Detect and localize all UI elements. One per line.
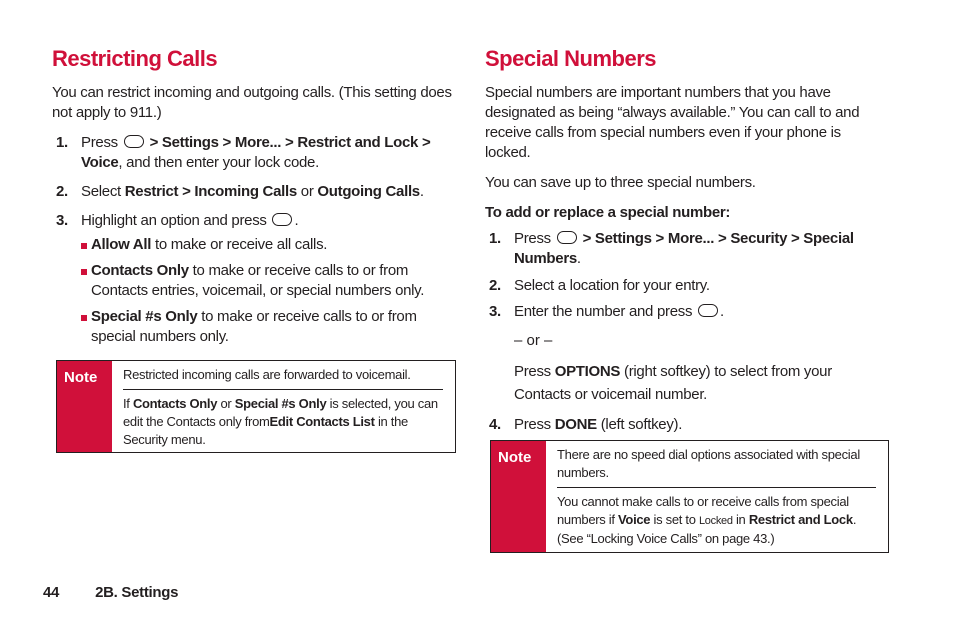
note-text: If <box>123 396 133 411</box>
or-divider: – or – <box>514 332 553 349</box>
step-2 <box>485 276 888 296</box>
note-text: is set to <box>650 512 699 527</box>
option-contacts-only <box>81 261 456 301</box>
step-text: Select <box>81 183 125 200</box>
step-text: Enter the number and press <box>514 303 693 320</box>
special-steps <box>485 229 888 322</box>
right-column <box>485 44 888 444</box>
ok-key-icon <box>698 304 718 317</box>
step-text: Select a location for your entry. <box>514 277 710 294</box>
restricting-intro: You can restrict incoming and outgoing calls. (This setting does not apply to 911.) <box>52 84 452 121</box>
note-box-special <box>490 440 889 553</box>
option-desc: to make or receive calls to or from Contacts entries, voicemail, or special numbers only. <box>91 262 425 299</box>
step-text: . <box>576 250 581 267</box>
step-text: . <box>294 212 299 229</box>
note-bold: Edit Contacts List <box>269 414 375 429</box>
option-allow-all <box>81 235 456 255</box>
note-divider <box>123 389 443 390</box>
step-text: Press <box>514 416 555 433</box>
section-title-restricting-calls: Restricting Calls <box>52 46 218 71</box>
step-3 <box>52 211 456 347</box>
note-bold: Special #s Only <box>234 396 327 411</box>
section-title-special-numbers: Special Numbers <box>485 46 657 71</box>
step-number: 2. <box>489 277 501 294</box>
step-4 <box>485 415 888 435</box>
note-box-restricting <box>56 360 456 453</box>
special-subhead: To add or replace a special number: <box>485 204 731 221</box>
note-line-2 <box>123 395 443 449</box>
step-text: Press <box>514 230 551 247</box>
option-name: Contacts Only <box>91 262 189 279</box>
press-options-text <box>514 360 888 406</box>
step-number: 3. <box>56 212 68 229</box>
ok-key-icon <box>272 213 292 226</box>
note-bold: Contacts Only <box>132 396 218 411</box>
note-line-1: There are no speed dial options associated with special numbers. <box>557 447 860 480</box>
step-text: , and then enter your lock code. <box>118 154 319 171</box>
bullet-square-icon <box>81 269 87 275</box>
restricting-steps <box>52 133 456 347</box>
step-number: 2. <box>56 183 68 200</box>
special-intro-2: You can save up to three special numbers. <box>485 174 756 191</box>
option-desc: to make or receive calls to or from special numbers only. <box>91 308 417 345</box>
note-text: or <box>217 396 235 411</box>
step-2 <box>52 182 456 202</box>
option-special-only <box>81 307 456 347</box>
step-key: OPTIONS <box>554 363 621 380</box>
note-text: in <box>732 512 749 527</box>
note-bold: Restrict and Lock <box>748 512 853 527</box>
note-divider <box>557 487 876 488</box>
note-bold: Voice <box>618 512 651 527</box>
bullet-square-icon <box>81 315 87 321</box>
option-list <box>81 235 456 347</box>
special-steps-cont <box>485 415 888 435</box>
step-text: Highlight an option and press <box>81 212 267 229</box>
left-column <box>52 44 456 356</box>
special-intro: Special numbers are important numbers that you have designated as being “always available.” You can call to and receive calls from special numbers even if your phone is locked. <box>485 84 860 161</box>
option-name: Special #s Only <box>91 308 198 325</box>
step-1 <box>52 133 456 173</box>
step-3 <box>485 302 888 322</box>
step-text: (left softkey). <box>596 416 683 433</box>
step-path: > Settings > More... > Restrict and Lock > Voice <box>81 134 431 171</box>
step-text: or <box>296 183 318 200</box>
step-text: Press <box>514 363 555 380</box>
step-path: Outgoing Calls <box>317 183 420 200</box>
note-locked: Locked <box>698 515 733 527</box>
step-text: . <box>720 303 724 320</box>
option-name: Allow All <box>91 236 152 253</box>
bullet-square-icon <box>81 243 87 249</box>
page-number: 44 <box>43 584 60 601</box>
menu-key-icon <box>557 231 577 244</box>
note-tag: Note <box>491 441 546 552</box>
step-1 <box>485 229 888 269</box>
option-desc: to make or receive all calls. <box>151 236 328 253</box>
step-path: Restrict > Incoming Calls <box>124 183 297 200</box>
note-text: is selected, you can edit the Contacts only from <box>123 396 438 429</box>
step-key: DONE <box>554 416 597 433</box>
step-text: Press <box>81 134 118 151</box>
page-footer <box>43 584 178 601</box>
step-number: 1. <box>56 134 68 151</box>
note-body <box>546 441 888 552</box>
menu-key-icon <box>124 135 144 148</box>
step-number: 3. <box>489 303 501 320</box>
step-number: 4. <box>489 416 501 433</box>
note-text: You cannot make calls to or receive calls from special numbers if <box>557 494 849 527</box>
note-line-2 <box>557 493 876 548</box>
step-text: . <box>419 183 424 200</box>
note-line-1: Restricted incoming calls are forwarded to voicemail. <box>123 367 411 382</box>
note-text: . (See “Locking Voice Calls” on page 43.) <box>557 512 857 546</box>
section-label: 2B. Settings <box>95 584 179 601</box>
step-number: 1. <box>489 230 501 247</box>
note-body <box>112 361 455 452</box>
step-text: (right softkey) to select from your Contacts or voicemail number. <box>514 363 832 403</box>
note-tag: Note <box>57 361 112 452</box>
step-path: > Settings > More... > Security > Special Numbers <box>514 230 854 267</box>
note-text: in the Security menu. <box>123 414 408 447</box>
